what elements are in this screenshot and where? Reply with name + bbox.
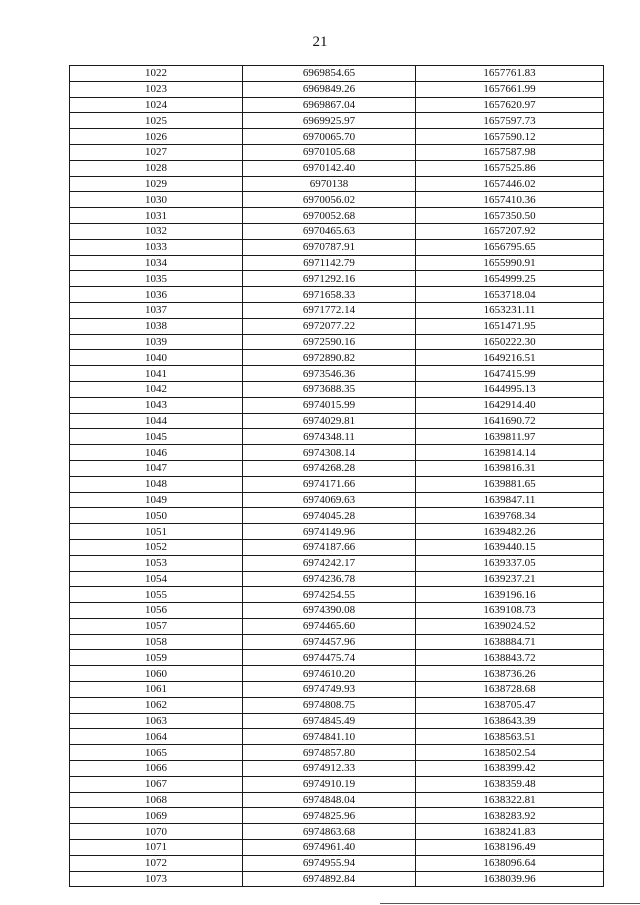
point-number-cell: 1044 — [70, 413, 243, 429]
point-number-cell: 1052 — [70, 539, 243, 555]
table-row — [70, 729, 604, 745]
x-coordinate-cell: 6969849.26 — [243, 81, 416, 97]
table-row — [70, 840, 604, 856]
x-coordinate-cell: 6974961.40 — [243, 840, 416, 856]
table-row — [70, 634, 604, 650]
y-coordinate-cell: 1642914.40 — [416, 397, 604, 413]
point-number-cell: 1070 — [70, 824, 243, 840]
x-coordinate-cell: 6974892.84 — [243, 871, 416, 887]
y-coordinate-cell: 1657590.12 — [416, 129, 604, 145]
point-number-cell: 1055 — [70, 587, 243, 603]
y-coordinate-cell: 1638502.54 — [416, 745, 604, 761]
x-coordinate-cell: 6970138 — [243, 176, 416, 192]
table-row — [70, 539, 604, 555]
y-coordinate-cell: 1638322.81 — [416, 792, 604, 808]
table-row — [70, 776, 604, 792]
point-number-cell: 1027 — [70, 144, 243, 160]
y-coordinate-cell: 1657661.99 — [416, 81, 604, 97]
point-number-cell: 1041 — [70, 366, 243, 382]
y-coordinate-cell: 1639237.21 — [416, 571, 604, 587]
y-coordinate-cell: 1638563.51 — [416, 729, 604, 745]
table-row — [70, 761, 604, 777]
x-coordinate-cell: 6974029.81 — [243, 413, 416, 429]
point-number-cell: 1031 — [70, 208, 243, 224]
table-row — [70, 113, 604, 129]
table-row — [70, 650, 604, 666]
y-coordinate-cell: 1639816.31 — [416, 460, 604, 476]
x-coordinate-cell: 6974045.28 — [243, 508, 416, 524]
table-row — [70, 97, 604, 113]
table-row — [70, 571, 604, 587]
point-number-cell: 1048 — [70, 476, 243, 492]
table-row — [70, 413, 604, 429]
table-row — [70, 871, 604, 887]
table-row — [70, 713, 604, 729]
y-coordinate-cell: 1638705.47 — [416, 697, 604, 713]
table-row — [70, 808, 604, 824]
point-number-cell: 1069 — [70, 808, 243, 824]
x-coordinate-cell: 6969925.97 — [243, 113, 416, 129]
x-coordinate-cell: 6973546.36 — [243, 366, 416, 382]
table-row — [70, 476, 604, 492]
y-coordinate-cell: 1657597.73 — [416, 113, 604, 129]
x-coordinate-cell: 6970052.68 — [243, 208, 416, 224]
y-coordinate-cell: 1657350.50 — [416, 208, 604, 224]
x-coordinate-cell: 6971658.33 — [243, 287, 416, 303]
y-coordinate-cell: 1657620.97 — [416, 97, 604, 113]
point-number-cell: 1039 — [70, 334, 243, 350]
table-row — [70, 429, 604, 445]
x-coordinate-cell: 6970056.02 — [243, 192, 416, 208]
y-coordinate-cell: 1657446.02 — [416, 176, 604, 192]
y-coordinate-cell: 1638039.96 — [416, 871, 604, 887]
x-coordinate-cell: 6974825.96 — [243, 808, 416, 824]
table-row — [70, 792, 604, 808]
point-number-cell: 1037 — [70, 302, 243, 318]
table-row — [70, 745, 604, 761]
x-coordinate-cell: 6974465.60 — [243, 618, 416, 634]
x-coordinate-cell: 6974457.96 — [243, 634, 416, 650]
point-number-cell: 1028 — [70, 160, 243, 176]
point-number-cell: 1038 — [70, 318, 243, 334]
x-coordinate-cell: 6971142.79 — [243, 255, 416, 271]
table-row — [70, 682, 604, 698]
table-row — [70, 366, 604, 382]
table-row — [70, 255, 604, 271]
point-number-cell: 1060 — [70, 666, 243, 682]
point-number-cell: 1047 — [70, 460, 243, 476]
y-coordinate-cell: 1653718.04 — [416, 287, 604, 303]
y-coordinate-cell: 1651471.95 — [416, 318, 604, 334]
table-row — [70, 176, 604, 192]
point-number-cell: 1023 — [70, 81, 243, 97]
table-row — [70, 144, 604, 160]
y-coordinate-cell: 1644995.13 — [416, 381, 604, 397]
table-row — [70, 223, 604, 239]
point-number-cell: 1058 — [70, 634, 243, 650]
y-coordinate-cell: 1638399.42 — [416, 761, 604, 777]
y-coordinate-cell: 1638884.71 — [416, 634, 604, 650]
point-number-cell: 1064 — [70, 729, 243, 745]
x-coordinate-cell: 6974845.49 — [243, 713, 416, 729]
point-number-cell: 1051 — [70, 524, 243, 540]
x-coordinate-cell: 6974254.55 — [243, 587, 416, 603]
table-row — [70, 287, 604, 303]
table-row — [70, 555, 604, 571]
y-coordinate-cell: 1650222.30 — [416, 334, 604, 350]
point-number-cell: 1022 — [70, 66, 243, 82]
point-number-cell: 1049 — [70, 492, 243, 508]
x-coordinate-cell: 6974187.66 — [243, 539, 416, 555]
y-coordinate-cell: 1656795.65 — [416, 239, 604, 255]
y-coordinate-cell: 1657761.83 — [416, 66, 604, 82]
y-coordinate-cell: 1639847.11 — [416, 492, 604, 508]
x-coordinate-cell: 6970787.91 — [243, 239, 416, 255]
point-number-cell: 1071 — [70, 840, 243, 856]
point-number-cell: 1043 — [70, 397, 243, 413]
point-number-cell: 1065 — [70, 745, 243, 761]
x-coordinate-cell: 6970065.70 — [243, 129, 416, 145]
y-coordinate-cell: 1639337.05 — [416, 555, 604, 571]
table-row — [70, 587, 604, 603]
y-coordinate-cell: 1657207.92 — [416, 223, 604, 239]
table-row — [70, 824, 604, 840]
table-row — [70, 350, 604, 366]
point-number-cell: 1068 — [70, 792, 243, 808]
point-number-cell: 1059 — [70, 650, 243, 666]
x-coordinate-cell: 6974149.96 — [243, 524, 416, 540]
x-coordinate-cell: 6974955.94 — [243, 855, 416, 871]
y-coordinate-cell: 1639814.14 — [416, 445, 604, 461]
table-row — [70, 239, 604, 255]
point-number-cell: 1053 — [70, 555, 243, 571]
y-coordinate-cell: 1657587.98 — [416, 144, 604, 160]
table-row — [70, 160, 604, 176]
point-number-cell: 1030 — [70, 192, 243, 208]
y-coordinate-cell: 1639482.26 — [416, 524, 604, 540]
y-coordinate-cell: 1638643.39 — [416, 713, 604, 729]
point-number-cell: 1054 — [70, 571, 243, 587]
y-coordinate-cell: 1639881.65 — [416, 476, 604, 492]
y-coordinate-cell: 1638843.72 — [416, 650, 604, 666]
table-row — [70, 381, 604, 397]
table-row — [70, 445, 604, 461]
x-coordinate-cell: 6974069.63 — [243, 492, 416, 508]
x-coordinate-cell: 6970465.63 — [243, 223, 416, 239]
x-coordinate-cell: 6974308.14 — [243, 445, 416, 461]
point-number-cell: 1036 — [70, 287, 243, 303]
point-number-cell: 1025 — [70, 113, 243, 129]
y-coordinate-cell: 1654999.25 — [416, 271, 604, 287]
y-coordinate-cell: 1638728.68 — [416, 682, 604, 698]
x-coordinate-cell: 6974171.66 — [243, 476, 416, 492]
point-number-cell: 1040 — [70, 350, 243, 366]
table-row — [70, 603, 604, 619]
y-coordinate-cell: 1653231.11 — [416, 302, 604, 318]
x-coordinate-cell: 6974236.78 — [243, 571, 416, 587]
table-row — [70, 508, 604, 524]
x-coordinate-cell: 6972890.82 — [243, 350, 416, 366]
x-coordinate-cell: 6974475.74 — [243, 650, 416, 666]
y-coordinate-cell: 1638096.64 — [416, 855, 604, 871]
x-coordinate-cell: 6969867.04 — [243, 97, 416, 113]
table-row — [70, 618, 604, 634]
point-number-cell: 1063 — [70, 713, 243, 729]
x-coordinate-cell: 6974910.19 — [243, 776, 416, 792]
x-coordinate-cell: 6973688.35 — [243, 381, 416, 397]
point-number-cell: 1072 — [70, 855, 243, 871]
table-row — [70, 397, 604, 413]
table-row — [70, 81, 604, 97]
table-row — [70, 271, 604, 287]
page-number: 21 — [312, 34, 328, 50]
x-coordinate-cell: 6972077.22 — [243, 318, 416, 334]
y-coordinate-cell: 1638196.49 — [416, 840, 604, 856]
table-row — [70, 129, 604, 145]
x-coordinate-cell: 6974863.68 — [243, 824, 416, 840]
y-coordinate-cell: 1655990.91 — [416, 255, 604, 271]
table-row — [70, 460, 604, 476]
x-coordinate-cell: 6971772.14 — [243, 302, 416, 318]
table-row — [70, 318, 604, 334]
point-number-cell: 1061 — [70, 682, 243, 698]
point-number-cell: 1029 — [70, 176, 243, 192]
point-number-cell: 1062 — [70, 697, 243, 713]
x-coordinate-cell: 6970142.40 — [243, 160, 416, 176]
x-coordinate-cell: 6969854.65 — [243, 66, 416, 82]
table-row — [70, 192, 604, 208]
point-number-cell: 1056 — [70, 603, 243, 619]
x-coordinate-cell: 6974841.10 — [243, 729, 416, 745]
x-coordinate-cell: 6972590.16 — [243, 334, 416, 350]
table-row — [70, 208, 604, 224]
point-number-cell: 1050 — [70, 508, 243, 524]
y-coordinate-cell: 1638283.92 — [416, 808, 604, 824]
x-coordinate-cell: 6974242.17 — [243, 555, 416, 571]
table-row — [70, 524, 604, 540]
page-edge-line — [380, 903, 640, 904]
table-row — [70, 697, 604, 713]
point-number-cell: 1046 — [70, 445, 243, 461]
table-row — [70, 302, 604, 318]
x-coordinate-cell: 6974390.08 — [243, 603, 416, 619]
table-row — [70, 666, 604, 682]
x-coordinate-cell: 6974848.04 — [243, 792, 416, 808]
x-coordinate-cell: 6974912.33 — [243, 761, 416, 777]
y-coordinate-cell: 1657410.36 — [416, 192, 604, 208]
coordinates-table — [69, 65, 604, 887]
point-number-cell: 1066 — [70, 761, 243, 777]
table-row — [70, 66, 604, 82]
x-coordinate-cell: 6974610.20 — [243, 666, 416, 682]
y-coordinate-cell: 1639440.15 — [416, 539, 604, 555]
point-number-cell: 1035 — [70, 271, 243, 287]
y-coordinate-cell: 1639108.73 — [416, 603, 604, 619]
point-number-cell: 1032 — [70, 223, 243, 239]
x-coordinate-cell: 6974749.93 — [243, 682, 416, 698]
y-coordinate-cell: 1639768.34 — [416, 508, 604, 524]
y-coordinate-cell: 1641690.72 — [416, 413, 604, 429]
point-number-cell: 1045 — [70, 429, 243, 445]
y-coordinate-cell: 1657525.86 — [416, 160, 604, 176]
point-number-cell: 1033 — [70, 239, 243, 255]
coordinates-table-body — [70, 66, 604, 887]
y-coordinate-cell: 1639196.16 — [416, 587, 604, 603]
table-row — [70, 492, 604, 508]
point-number-cell: 1073 — [70, 871, 243, 887]
y-coordinate-cell: 1649216.51 — [416, 350, 604, 366]
x-coordinate-cell: 6974015.99 — [243, 397, 416, 413]
point-number-cell: 1042 — [70, 381, 243, 397]
x-coordinate-cell: 6974268.28 — [243, 460, 416, 476]
y-coordinate-cell: 1638241.83 — [416, 824, 604, 840]
x-coordinate-cell: 6970105.68 — [243, 144, 416, 160]
point-number-cell: 1024 — [70, 97, 243, 113]
y-coordinate-cell: 1638736.26 — [416, 666, 604, 682]
x-coordinate-cell: 6974808.75 — [243, 697, 416, 713]
x-coordinate-cell: 6971292.16 — [243, 271, 416, 287]
x-coordinate-cell: 6974348.11 — [243, 429, 416, 445]
point-number-cell: 1034 — [70, 255, 243, 271]
point-number-cell: 1026 — [70, 129, 243, 145]
table-row — [70, 334, 604, 350]
y-coordinate-cell: 1647415.99 — [416, 366, 604, 382]
y-coordinate-cell: 1638359.48 — [416, 776, 604, 792]
table-row — [70, 855, 604, 871]
x-coordinate-cell: 6974857.80 — [243, 745, 416, 761]
point-number-cell: 1057 — [70, 618, 243, 634]
point-number-cell: 1067 — [70, 776, 243, 792]
y-coordinate-cell: 1639024.52 — [416, 618, 604, 634]
y-coordinate-cell: 1639811.97 — [416, 429, 604, 445]
